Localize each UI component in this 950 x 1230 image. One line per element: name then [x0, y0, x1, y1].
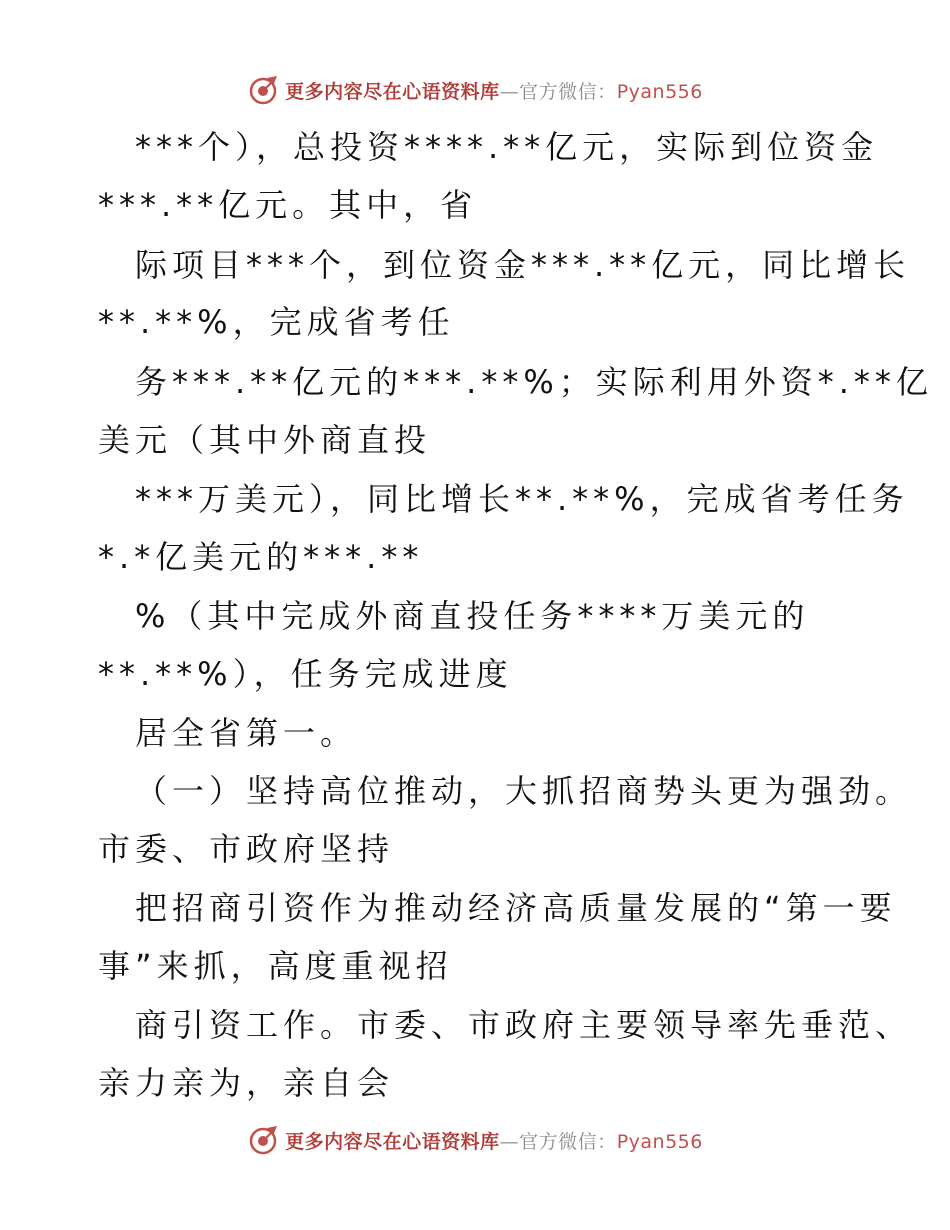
text-line: ***个），总投资****.**亿元，实际到位资金 [135, 128, 879, 166]
watermark-separator: — [499, 1130, 520, 1153]
watermark-text [285, 1127, 703, 1154]
text-line: ***万美元），同比增长**.**%，完成省考任务 [135, 480, 909, 518]
text-line: 际项目***个，到位资金***.**亿元，同比增长 [135, 246, 911, 284]
watermark-text [285, 77, 703, 104]
watermark-wechat-id: Pyan556 [616, 80, 703, 103]
text-line: 商引资工作。市委、市政府主要领导率先垂范、 [135, 1006, 913, 1044]
watermark-header [0, 70, 950, 110]
watermark-official: 官方微信： [519, 1130, 617, 1153]
text-line: 把招商引资作为推动经济高质量发展的“第一要 [135, 889, 897, 927]
pen-logo-icon [247, 74, 279, 106]
text-line: %（其中完成外商直投任务****万美元的 [135, 597, 810, 635]
watermark-footer [0, 1120, 950, 1160]
text-line: *.*亿美元的***.** [98, 538, 424, 576]
pen-logo-icon [247, 1124, 279, 1156]
watermark-separator: — [499, 80, 520, 103]
text-line: **.**%，完成省考任 [98, 303, 455, 341]
watermark-wechat-id: Pyan556 [616, 1130, 703, 1153]
watermark-official: 官方微信： [519, 80, 617, 103]
watermark-brand: 更多内容尽在心语资料库 [285, 80, 500, 103]
text-line: 市委、市政府坚持 [98, 830, 395, 868]
text-line: 务***.**亿元的***.**%；实际利用外资*.**亿 [135, 363, 933, 401]
text-line: 事”来抓，高度重视招 [98, 947, 453, 985]
text-line: 美元（其中外商直投 [98, 421, 432, 459]
text-line: 居全省第一。 [135, 714, 358, 752]
watermark-brand: 更多内容尽在心语资料库 [285, 1130, 500, 1153]
text-line: ***.**亿元。其中，省 [98, 186, 478, 224]
text-line: 亲力亲为，亲自会 [98, 1064, 395, 1102]
text-line: **.**%），任务完成进度 [98, 655, 513, 693]
text-line: （一）坚持高位推动，大抓招商势头更为强劲。 [135, 772, 913, 810]
